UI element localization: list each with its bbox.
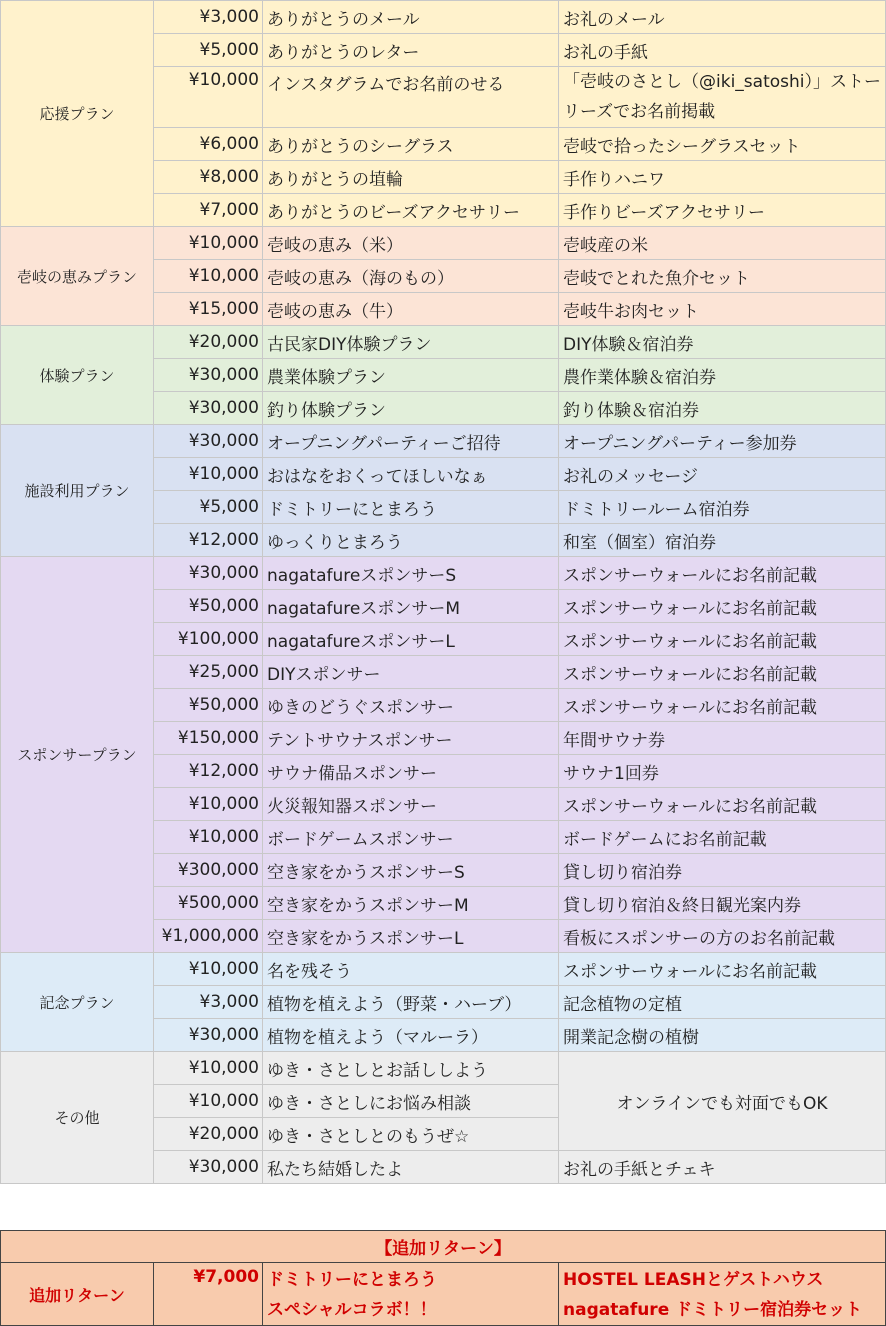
price-cell: ¥10,000 xyxy=(154,788,263,821)
plan-name-cell: ゆき・さとしとのもうぜ☆ xyxy=(263,1118,559,1151)
plan-name-cell: 空き家をかうスポンサーS xyxy=(263,854,559,887)
plan-name-cell: 壱岐の恵み（米） xyxy=(263,227,559,260)
extra-plan-name-line2: スペシャルコラボ！！ xyxy=(267,1300,437,1320)
plan-name-cell: 私たち結婚したよ xyxy=(263,1151,559,1184)
price-cell: ¥10,000 xyxy=(154,458,263,491)
plan-name-cell: 名を残そう xyxy=(263,953,559,986)
return-cell: お礼のメール xyxy=(559,1,886,34)
extra-price-cell: ¥7,000 xyxy=(154,1263,263,1326)
return-cell: 記念植物の定植 xyxy=(559,986,886,1019)
table-row xyxy=(1,953,886,986)
table-row xyxy=(1,557,886,590)
plan-name-cell: nagatafureスポンサーL xyxy=(263,623,559,656)
price-cell: ¥10,000 xyxy=(154,260,263,293)
plan-name-cell: ありがとうのレター xyxy=(263,34,559,67)
category-cell: その他 xyxy=(1,1052,154,1184)
price-cell: ¥10,000 xyxy=(154,1052,263,1085)
price-cell: ¥30,000 xyxy=(154,1019,263,1052)
category-cell: 記念プラン xyxy=(1,953,154,1052)
price-cell: ¥30,000 xyxy=(154,557,263,590)
return-cell: 看板にスポンサーの方のお名前記載 xyxy=(559,920,886,953)
return-cell: スポンサーウォールにお名前記載 xyxy=(559,656,886,689)
plan-name-cell: インスタグラムでお名前のせる xyxy=(263,67,559,128)
return-cell: 壱岐でとれた魚介セット xyxy=(559,260,886,293)
return-cell: スポンサーウォールにお名前記載 xyxy=(559,557,886,590)
category-cell: 壱岐の恵みプラン xyxy=(1,227,154,326)
price-cell: ¥1,000,000 xyxy=(154,920,263,953)
price-cell: ¥25,000 xyxy=(154,656,263,689)
plan-name-cell: オープニングパーティーご招待 xyxy=(263,425,559,458)
return-cell: 「壱岐のさとし（@iki_satoshi）」ストーリーズでお名前掲載 xyxy=(559,67,886,128)
plan-name-cell: 空き家をかうスポンサーM xyxy=(263,887,559,920)
extra-return-cell xyxy=(559,1263,886,1326)
return-cell: 壱岐で拾ったシーグラスセット xyxy=(559,128,886,161)
extra-return-line2: nagatafure ドミトリー宿泊券セット xyxy=(563,1300,863,1320)
return-cell: お礼のメッセージ xyxy=(559,458,886,491)
return-cell: お礼の手紙 xyxy=(559,34,886,67)
extra-return-line1: HOSTEL LEASHとゲストハウス xyxy=(563,1270,824,1290)
plan-name-cell: 空き家をかうスポンサーL xyxy=(263,920,559,953)
price-cell: ¥6,000 xyxy=(154,128,263,161)
plan-name-cell: 植物を植えよう（マルーラ） xyxy=(263,1019,559,1052)
table-row xyxy=(1,1052,886,1085)
extra-header-row xyxy=(1,1231,886,1263)
price-cell: ¥7,000 xyxy=(154,194,263,227)
extra-return-header: 【追加リターン】 xyxy=(1,1231,886,1263)
return-cell: 貸し切り宿泊券 xyxy=(559,854,886,887)
price-cell: ¥300,000 xyxy=(154,854,263,887)
plan-name-cell: ゆき・さとしとお話ししよう xyxy=(263,1052,559,1085)
price-cell: ¥10,000 xyxy=(154,227,263,260)
plan-name-cell: ありがとうのビーズアクセサリー xyxy=(263,194,559,227)
return-cell: 年間サウナ券 xyxy=(559,722,886,755)
price-cell: ¥30,000 xyxy=(154,1151,263,1184)
return-cell: 貸し切り宿泊＆終日観光案内券 xyxy=(559,887,886,920)
return-cell: 壱岐牛お肉セット xyxy=(559,293,886,326)
plan-name-cell: 古民家DIY体験プラン xyxy=(263,326,559,359)
return-cell: ボードゲームにお名前記載 xyxy=(559,821,886,854)
extra-row xyxy=(1,1263,886,1326)
return-cell: 手作りハニワ xyxy=(559,161,886,194)
price-cell: ¥50,000 xyxy=(154,590,263,623)
plan-name-cell: テントサウナスポンサー xyxy=(263,722,559,755)
extra-return-table xyxy=(0,1230,886,1326)
price-cell: ¥5,000 xyxy=(154,491,263,524)
return-cell: オープニングパーティー参加券 xyxy=(559,425,886,458)
plan-name-cell: ゆき・さとしにお悩み相談 xyxy=(263,1085,559,1118)
price-cell: ¥50,000 xyxy=(154,689,263,722)
table-row xyxy=(1,1,886,34)
return-cell: お礼の手紙とチェキ xyxy=(559,1151,886,1184)
plan-name-cell: ドミトリーにとまろう xyxy=(263,491,559,524)
plan-name-cell: 壱岐の恵み（海のもの） xyxy=(263,260,559,293)
plan-name-cell: 火災報知器スポンサー xyxy=(263,788,559,821)
price-cell: ¥10,000 xyxy=(154,821,263,854)
return-cell: ドミトリールーム宿泊券 xyxy=(559,491,886,524)
plan-name-cell: ボードゲームスポンサー xyxy=(263,821,559,854)
plan-name-cell: DIYスポンサー xyxy=(263,656,559,689)
plan-name-cell: 壱岐の恵み（牛） xyxy=(263,293,559,326)
price-cell: ¥15,000 xyxy=(154,293,263,326)
category-cell: 施設利用プラン xyxy=(1,425,154,557)
table-row xyxy=(1,326,886,359)
category-cell: スポンサープラン xyxy=(1,557,154,953)
plan-name-cell: nagatafureスポンサーS xyxy=(263,557,559,590)
plan-name-cell: 農業体験プラン xyxy=(263,359,559,392)
price-cell: ¥100,000 xyxy=(154,623,263,656)
price-cell: ¥3,000 xyxy=(154,1,263,34)
category-cell: 応援プラン xyxy=(1,1,154,227)
price-cell: ¥3,000 xyxy=(154,986,263,1019)
return-cell: スポンサーウォールにお名前記載 xyxy=(559,590,886,623)
price-cell: ¥20,000 xyxy=(154,326,263,359)
price-cell: ¥10,000 xyxy=(154,1085,263,1118)
return-cell: スポンサーウォールにお名前記載 xyxy=(559,623,886,656)
extra-plan-name-line1: ドミトリーにとまろう xyxy=(267,1270,437,1290)
plan-name-cell: ゆっくりとまろう xyxy=(263,524,559,557)
return-cell: 壱岐産の米 xyxy=(559,227,886,260)
price-cell: ¥10,000 xyxy=(154,953,263,986)
plan-name-cell: 釣り体験プラン xyxy=(263,392,559,425)
return-cell: 和室（個室）宿泊券 xyxy=(559,524,886,557)
price-cell: ¥150,000 xyxy=(154,722,263,755)
return-cell: 手作りビーズアクセサリー xyxy=(559,194,886,227)
extra-plan-name-cell xyxy=(263,1263,559,1326)
plan-name-cell: ありがとうのメール xyxy=(263,1,559,34)
plan-name-cell: おはなをおくってほしいなぁ xyxy=(263,458,559,491)
price-cell: ¥30,000 xyxy=(154,359,263,392)
price-cell: ¥30,000 xyxy=(154,392,263,425)
category-cell: 体験プラン xyxy=(1,326,154,425)
return-cell: 農作業体験＆宿泊券 xyxy=(559,359,886,392)
table-row xyxy=(1,425,886,458)
price-cell: ¥20,000 xyxy=(154,1118,263,1151)
return-cell: DIY体験＆宿泊券 xyxy=(559,326,886,359)
return-cell: 開業記念樹の植樹 xyxy=(559,1019,886,1052)
plan-name-cell: サウナ備品スポンサー xyxy=(263,755,559,788)
plan-name-cell: 植物を植えよう（野菜・ハーブ） xyxy=(263,986,559,1019)
price-cell: ¥30,000 xyxy=(154,425,263,458)
price-cell: ¥10,000 xyxy=(154,67,263,128)
return-cell: スポンサーウォールにお名前記載 xyxy=(559,689,886,722)
return-cell: オンラインでも対面でもOK xyxy=(559,1052,886,1151)
price-cell: ¥500,000 xyxy=(154,887,263,920)
plan-name-cell: ありがとうの埴輪 xyxy=(263,161,559,194)
price-cell: ¥5,000 xyxy=(154,34,263,67)
extra-category-cell: 追加リターン xyxy=(1,1263,154,1326)
return-cell: スポンサーウォールにお名前記載 xyxy=(559,953,886,986)
plan-name-cell: ありがとうのシーグラス xyxy=(263,128,559,161)
plan-name-cell: nagatafureスポンサーM xyxy=(263,590,559,623)
table-row xyxy=(1,227,886,260)
plan-name-cell: ゆきのどうぐスポンサー xyxy=(263,689,559,722)
return-cell: 釣り体験＆宿泊券 xyxy=(559,392,886,425)
price-cell: ¥12,000 xyxy=(154,524,263,557)
return-cell: スポンサーウォールにお名前記載 xyxy=(559,788,886,821)
price-cell: ¥12,000 xyxy=(154,755,263,788)
price-cell: ¥8,000 xyxy=(154,161,263,194)
return-cell: サウナ1回券 xyxy=(559,755,886,788)
